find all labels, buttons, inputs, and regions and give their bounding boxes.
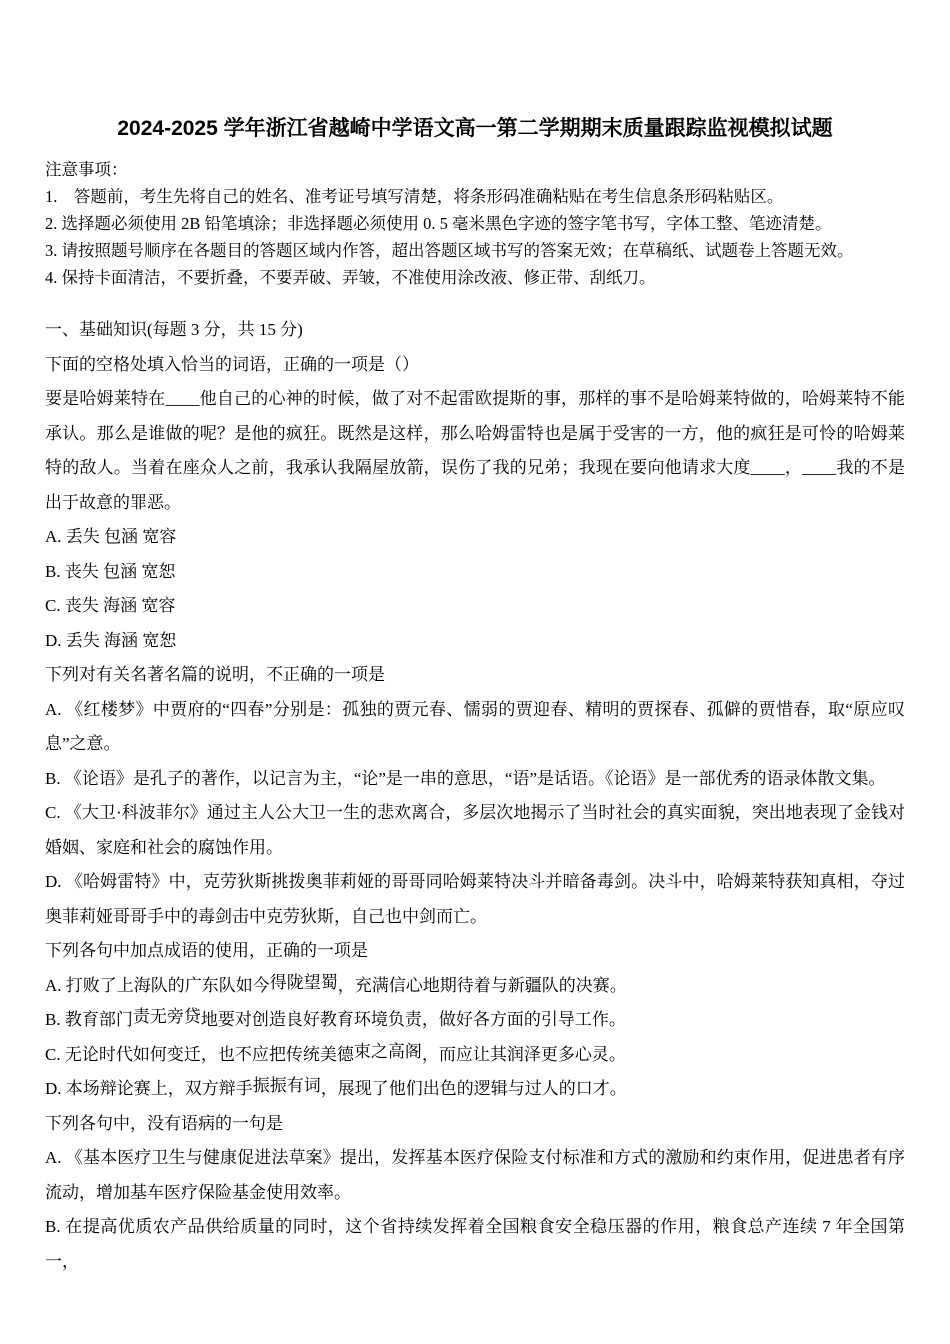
q4-option-a: A. 《基本医疗卫生与健康促进法草案》提出，发挥基本医疗保险支付标准和方式的激励和约束作用，促进患者有序流动，增加基车医疗保险基金使用效率。	[45, 1148, 905, 1202]
q3-option-a-suffix: ，充满信心地期待着与新疆队的决赛。	[337, 975, 627, 995]
q1-option-a: A. 丢失 包涵 宽容	[45, 527, 177, 546]
q3-option-b	[45, 1003, 905, 1038]
q2-option-a: A. 《红楼梦》中贾府的“四春”分别是：孤独的贾元春、懦弱的贾迎春、精明的贾探春、孤僻的贾惜春，取“原应叹息”之意。	[45, 699, 905, 753]
q3-option-a	[45, 969, 905, 1004]
q3-option-a-idiom: 得陇望蜀	[269, 972, 338, 992]
q2-option-b: B. 《论语》是孔子的著作，以记言为主，“论”是一串的意思，“语”是话语。《论语》是一部优秀的语录体散文集。	[45, 768, 886, 788]
q2-stem: 下列对有关名著名篇的说明，不正确的一项是	[45, 665, 385, 684]
notice-item-1: 1. 答题前，考生先将自己的姓名、准考证号填写清楚，将条形码准确粘贴在考生信息条形码粘贴区。	[45, 187, 784, 206]
q3-option-a-prefix: A. 打败了上海队的广东队如今	[45, 975, 270, 995]
notice-item-3: 3. 请按照题号顺序在各题目的答题区域内作答，超出答题区域书写的答案无效；在草稿纸、试题卷上答题无效。	[45, 241, 854, 260]
notice-heading: 注意事项：	[45, 160, 128, 179]
section-heading: 一、基础知识(每题 3 分，共 15 分)	[45, 320, 303, 339]
q3-option-d-suffix: ，展现了他们出色的逻辑与过人的口才。	[320, 1079, 627, 1098]
q3-option-c-suffix: ，而应让其润泽更多心灵。	[421, 1044, 626, 1064]
q2-option-c: C. 《大卫·科波菲尔》通过主人公大卫一生的悲欢离合，多层次地揭示了当时社会的真实面貌，突出地表现了金钱对婚姻、家庭和社会的腐蚀作用。	[45, 803, 905, 857]
q3-option-c-idiom: 束之高阁	[353, 1041, 422, 1061]
notice-item-2: 2. 选择题必须使用 2B 铅笔填涂；非选择题必须使用 0. 5 毫米黑色字迹的签字笔书写，字体工整、笔迹清楚。	[45, 214, 832, 233]
q3-option-c	[45, 1038, 905, 1073]
q3-stem: 下列各句中加点成语的使用，正确的一项是	[45, 941, 368, 960]
q4-stem: 下列各句中，没有语病的一句是	[45, 1113, 283, 1133]
q3-option-b-idiom: 责无旁贷	[132, 1007, 201, 1026]
q2-option-d: D. 《哈姆雷特》中，克劳狄斯挑拨奥菲莉娅的哥哥同哈姆莱特决斗并暗备毒剑。决斗中，哈姆莱特获知真相，夺过奥菲莉娅哥哥手中的毒剑击中克劳狄斯，自己也中剑而亡。	[45, 872, 905, 926]
q3-option-c-prefix: C. 无论时代如何变迁，也不应把传统美德	[45, 1044, 354, 1064]
q3-option-d-prefix: D. 本场辩论赛上，双方辩手	[45, 1079, 253, 1098]
q3-option-b-prefix: B. 教育部门	[45, 1010, 133, 1029]
notice-section	[45, 156, 905, 291]
q1-passage: 要是哈姆莱特在____他自己的心神的时候，做了对不起雷欧提斯的事，那样的事不是哈姆莱特做的，哈姆莱特不能承认。那么是谁做的呢？是他的疯狂。既然是这样，那么哈姆雷特也是属于受害的一方，他的疯狂是可怜的哈姆莱特的敌人。当着在座众人之前，我承认我隔屋放箭，误伤了我的兄弟；我现在要向他请求大度____，____我的不是出于故意的罪恶。	[45, 389, 905, 512]
notice-item-4: 4. 保持卡面清洁，不要折叠，不要弄破、弄皱，不准使用涂改液、修正带、刮纸刀。	[45, 268, 656, 287]
q1-option-d: D. 丢失 海涵 宽恕	[45, 630, 177, 650]
q1-option-c: C. 丧失 海涵 宽容	[45, 596, 176, 615]
q4-option-b: B. 在提高优质农产品供给质量的同时，这个省持续发挥着全国粮食安全稳压器的作用，粮食总产连续 7 年全国第一，	[45, 1217, 905, 1271]
exam-title: 2024-2025 学年浙江省越崎中学语文高一第二学期期末质量跟踪监视模拟试题	[117, 117, 833, 140]
q3-option-b-suffix: 地要对创造良好教育环境负责，做好各方面的引导工作。	[200, 1010, 626, 1029]
q1-option-b: B. 丧失 包涵 宽恕	[45, 561, 176, 581]
section-basic-knowledge	[45, 313, 905, 1279]
q3-option-d-idiom: 振振有词	[252, 1076, 321, 1095]
q1-stem: 下面的空格处填入恰当的词语，正确的一项是（）	[45, 354, 419, 374]
q3-option-d	[45, 1072, 905, 1107]
